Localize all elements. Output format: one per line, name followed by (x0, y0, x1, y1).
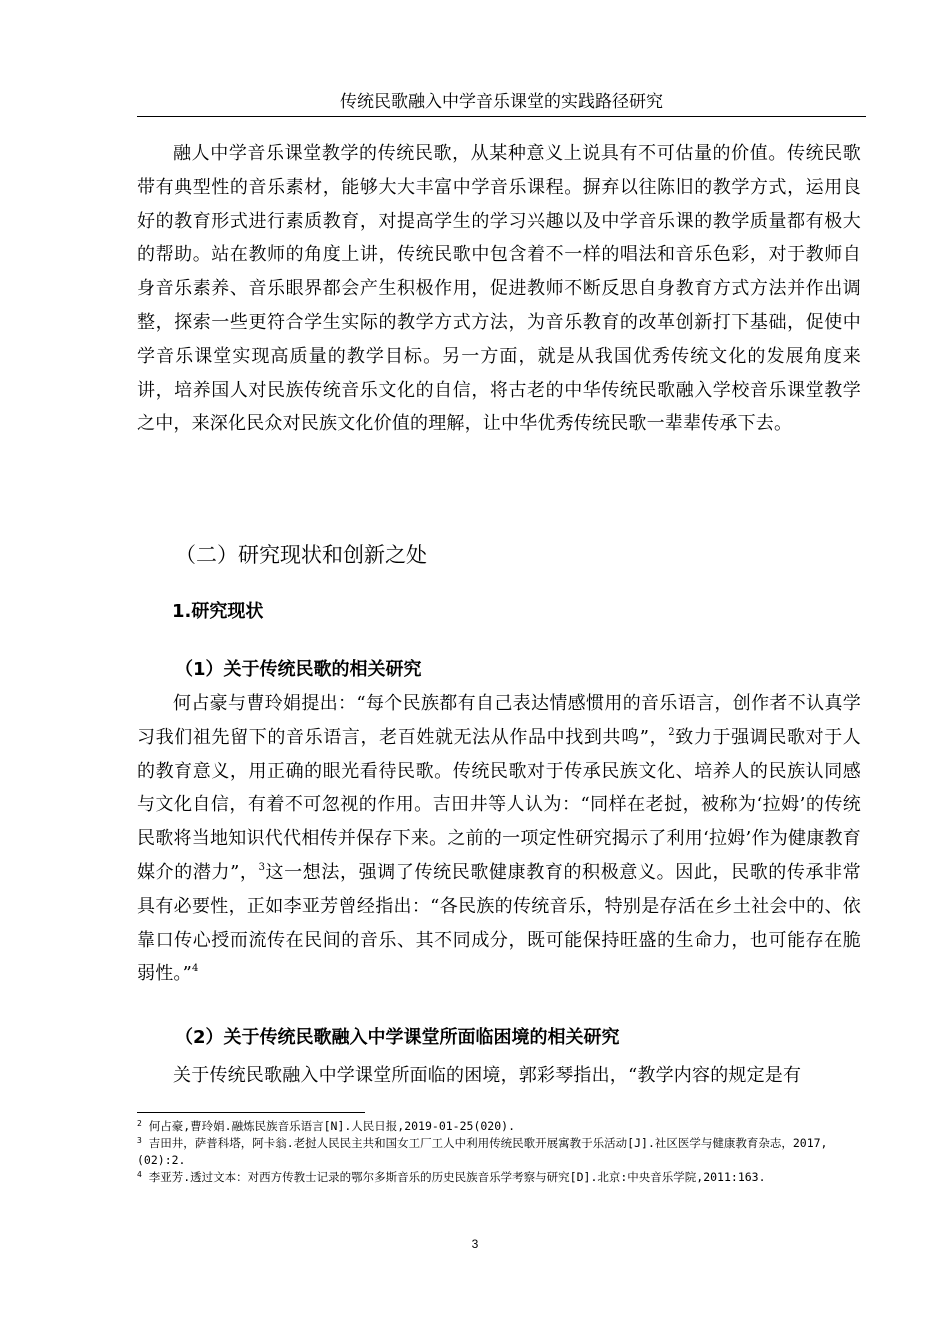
footnote-ref-3: 3 (258, 861, 266, 873)
difficulty-paragraph-block (137, 1059, 861, 1093)
footnote-text: 吉田井，萨普科塔，阿卡翁.老挝人民民主共和国女工厂工人中利用传统民歌开展寓教于乐活动[J].社区医学与健康教育杂志，2017,(02):2. (137, 1136, 828, 1167)
section-heading: （二）研究现状和创新之处 (175, 543, 427, 567)
footnote-number: 2 (137, 1119, 142, 1128)
footnote-4 (137, 1169, 861, 1186)
footnote-separator (137, 1112, 365, 1113)
footnote-number: 3 (137, 1136, 142, 1145)
paragraph-difficulties: 关于传统民歌融入中学课堂所面临的困境，郭彩琴指出，“教学内容的规定是有 (173, 1065, 802, 1086)
research-paragraph-block (137, 687, 861, 991)
footnote-ref-4: 4 (192, 963, 199, 975)
sub-subsection-heading-1: （1）关于传统民歌的相关研究 (175, 659, 422, 680)
page-number: 3 (471, 1237, 479, 1251)
sub-subsection-heading-2: （2）关于传统民歌融入中学课堂所面临困境的相关研究 (175, 1027, 620, 1048)
footnote-text: 李亚芳.透过文本：对西方传教士记录的鄂尔多斯音乐的历史民族音乐学考察与研究[D].北京:中央音乐学院,2011:163. (141, 1170, 766, 1184)
paragraph-text-part-c: 这一想法，强调了传统民歌健康教育的积极意义。因此，民歌的传承非常具有必要性，正如李亚芳曾经指出：“各民族的传统音乐，特别是存活在乡土社会中的、依靠口传心授而流传在民间的音乐、其不同成分，既可能保持旺盛的生命力，也可能存在脆弱性。” (137, 861, 861, 985)
intro-paragraph-block (137, 137, 861, 441)
footnote-number: 4 (137, 1170, 142, 1179)
paragraph-text-part-b: 致力于强调民歌对于人的教育意义，用正确的眼光看待民歌。传统民歌对于传承民族文化、培养人的民族认同感与文化自信，有着不可忽视的作用。吉田井等人认为：“同样在老挝，被称为‘拉姆’的传统民歌将当地知识代代相传并保存下来。之前的一项定性研究揭示了利用‘拉姆’作为健康教育媒介的潜力”， (137, 726, 862, 883)
paragraph-value-of-folk-songs: 融人中学音乐课堂教学的传统民歌，从某种意义上说具有不可估量的价值。传统民歌带有典型性的音乐素材，能够大大丰富中学音乐课程。摒弃以往陈旧的教学方式，运用良好的教育形式进行素质教育，对提高学生的学习兴趣以及中学音乐课的教学质量都有极大的帮助。站在教师的角度上讲，传统民歌中包含着不一样的唱法和音乐色彩，对于教师自身音乐素养、音乐眼界都会产生积极作用，促进教师不断反思自身教育方式方法并作出调整，探索一些更符合学生实际的教学方式方法，为音乐教育的改革创新打下基础，促使中学音乐课堂实现高质量的教学目标。另一方面，就是从我国优秀传统文化的发展角度来讲，培养国人对民族传统音乐文化的自信，将古老的中华传统民歌融入学校音乐课堂教学之中，来深化民众对民族文化价值的理解，让中华优秀传统民歌一辈辈传承下去。 (137, 143, 861, 435)
paragraph-text-part-a: 何占豪与曹玲娟提出：“每个民族都有自己表达情感惯用的音乐语言，创作者不认真学习我们祖先留下的音乐语言，老百姓就无法从作品中找到共鸣”， (137, 693, 861, 748)
footnotes (137, 1118, 861, 1186)
footnote-ref-2: 2 (668, 726, 675, 738)
footnote-text: 何占豪,曹玲娟.融炼民族音乐语言[N].人民日报,2019-01-25(020). (141, 1119, 515, 1133)
running-header: 传统民歌融入中学音乐课堂的实践路径研究 (340, 92, 663, 112)
paragraph-folk-song-research (137, 687, 861, 991)
header-rule (137, 116, 866, 117)
footnote-3 (137, 1135, 861, 1169)
subsection-heading: 1.研究现状 (172, 601, 264, 622)
footnote-2 (137, 1118, 861, 1135)
